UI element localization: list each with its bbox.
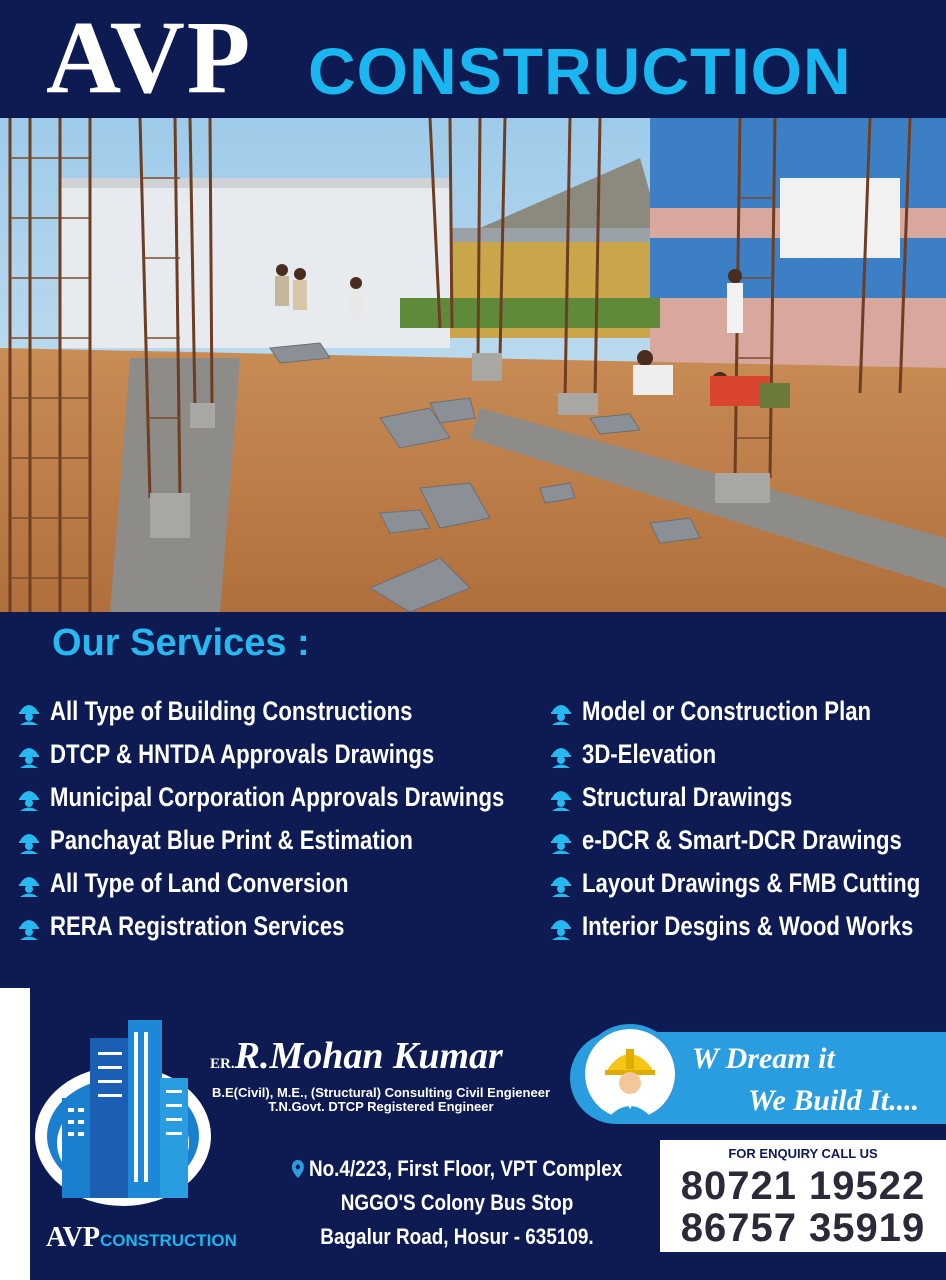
header (0, 0, 946, 118)
service-label: RERA Registration Services (50, 911, 345, 941)
service-label: 3D-Elevation (582, 739, 717, 769)
service-item (548, 733, 946, 776)
engineer-name (210, 1034, 503, 1078)
worker-helmet-icon (548, 699, 574, 725)
construction-site-photo (0, 118, 946, 612)
service-item (548, 862, 946, 905)
worker-helmet-icon (548, 914, 574, 940)
service-item (16, 862, 604, 905)
brand-construction: CONSTRUCTION (308, 34, 852, 108)
worker-helmet-icon (16, 785, 42, 811)
service-label: Interior Desgins & Wood Works (582, 911, 914, 941)
worker-helmet-icon (16, 871, 42, 897)
service-label: Structural Drawings (582, 782, 793, 812)
address-line2: NGGO'S Colony Bus Stop (340, 1190, 574, 1215)
footer-accent-bar (0, 988, 30, 1280)
logo-construction: CONSTRUCTION (99, 1231, 237, 1250)
worker-helmet-icon (548, 742, 574, 768)
service-item (548, 905, 946, 948)
services-list-right (548, 690, 946, 948)
service-item (16, 776, 604, 819)
service-label: e-DCR & Smart-DCR Drawings (582, 825, 902, 855)
logo-wordmark (46, 1222, 237, 1254)
service-item (16, 905, 604, 948)
location-pin-icon (292, 1160, 304, 1178)
service-label: DTCP & HNTDA Approvals Drawings (50, 739, 435, 769)
tagline-line2: We Build It.... (748, 1084, 920, 1117)
engineer-qualifications (196, 1086, 566, 1114)
engineer-prefix: ER. (210, 1056, 235, 1072)
address-line1-row (289, 1152, 624, 1186)
worker-helmet-icon (16, 699, 42, 725)
worker-helmet-icon (16, 914, 42, 940)
service-label: Municipal Corporation Approvals Drawings (50, 782, 505, 812)
service-item (548, 776, 946, 819)
address-line1: No.4/223, First Floor, VPT Complex (308, 1156, 623, 1181)
engineer-avatar-icon (580, 1024, 680, 1124)
logo-avp: AVP (46, 1222, 100, 1253)
worker-helmet-icon (16, 742, 42, 768)
services-title: Our Services : (52, 622, 310, 664)
service-label: All Type of Land Conversion (50, 868, 349, 898)
service-item (16, 819, 604, 862)
service-label: Panchayat Blue Print & Estimation (50, 825, 413, 855)
engineer-qualification: B.E(Civil), M.E., (Structural) Consulting Civil Engieneer (211, 1085, 551, 1100)
worker-helmet-icon (548, 828, 574, 854)
service-label: Layout Drawings & FMB Cutting (582, 868, 921, 898)
engineer-registration: T.N.Govt. DTCP Registered Engineer (268, 1099, 494, 1114)
worker-helmet-icon (548, 785, 574, 811)
service-item (548, 819, 946, 862)
phone-number-1[interactable]: 80721 19522 (680, 1164, 926, 1208)
tagline-line1: W Dream it (692, 1042, 835, 1075)
engineer-main-name: R.Mohan Kumar (234, 1035, 503, 1077)
address-line3: Bagalur Road, Hosur - 635109. (320, 1224, 594, 1249)
worker-helmet-icon (548, 871, 574, 897)
building-logo-icon (28, 1008, 218, 1218)
service-item (16, 733, 604, 776)
address-block (262, 1152, 652, 1254)
services-list-left (16, 690, 604, 948)
brand-avp: AVP (46, 0, 253, 115)
service-item (16, 690, 604, 733)
phone-number-2[interactable]: 86757 35919 (680, 1206, 926, 1250)
service-label: All Type of Building Constructions (50, 696, 413, 726)
enquiry-box (660, 1140, 946, 1252)
service-item (548, 690, 946, 733)
enquiry-label: FOR ENQUIRY CALL US (728, 1146, 878, 1161)
service-label: Model or Construction Plan (582, 696, 872, 726)
worker-helmet-icon (16, 828, 42, 854)
